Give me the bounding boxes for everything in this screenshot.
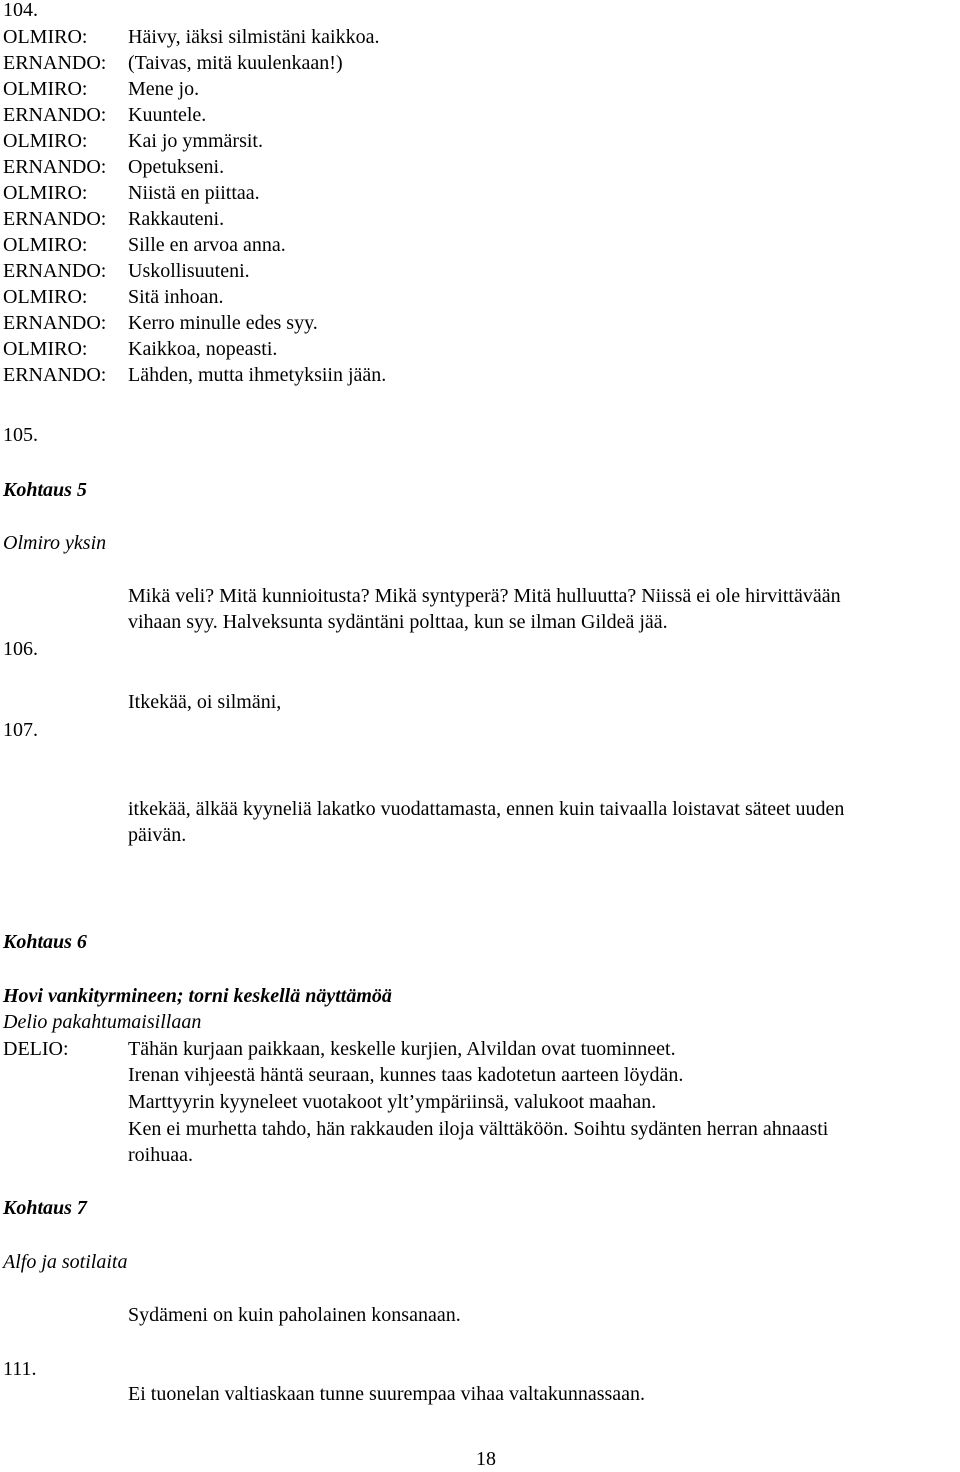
stage-direction: Delio pakahtumaisillaan	[3, 1011, 202, 1033]
dialogue-line: Rakkauteni.	[128, 208, 225, 230]
speaker: ERNANDO:	[3, 208, 107, 230]
scene-title: Kohtaus 7	[3, 1197, 87, 1219]
speaker: OLMIRO:	[3, 130, 88, 152]
dialogue-line: Lähden, mutta ihmetyksiin jään.	[128, 364, 387, 386]
dialogue-line: Mene jo.	[128, 78, 200, 100]
scene-setting: Alfo ja sotilaita	[3, 1251, 128, 1273]
section-number-105: 105.	[3, 424, 38, 446]
dialogue-line: Sille en arvoa anna.	[128, 234, 286, 256]
dialogue-line: roihuaa.	[128, 1144, 193, 1166]
speaker: ERNANDO:	[3, 312, 107, 334]
scene-title: Kohtaus 6	[3, 931, 87, 953]
dialogue-line: Ken ei murhetta tahdo, hän rakkauden iloja välttäköön. Soihtu sydänten herran ahnaasti	[128, 1118, 829, 1140]
dialogue-line: Uskollisuuteni.	[128, 260, 250, 282]
speaker: ERNANDO:	[3, 364, 107, 386]
section-number-104: 104.	[3, 0, 38, 21]
speaker: OLMIRO:	[3, 338, 88, 360]
dialogue-line: Tähän kurjaan paikkaan, keskelle kurjien, Alvildan ovat tuominneet.	[128, 1038, 676, 1060]
dialogue-line: Kaikkoa, nopeasti.	[128, 338, 278, 360]
text-line: Sydämeni on kuin paholainen konsanaan.	[128, 1304, 461, 1326]
text-line: Mikä veli? Mitä kunnioitusta? Mikä syntyperä? Mitä hulluutta? Niissä ei ole hirvittävään	[128, 585, 841, 607]
speaker: ERNANDO:	[3, 156, 107, 178]
section-number-106: 106.	[3, 638, 38, 660]
dialogue-line: Kerro minulle edes syy.	[128, 312, 318, 334]
text-line: Ei tuonelan valtiaskaan tunne suurempaa vihaa valtakunnassaan.	[128, 1383, 646, 1405]
text-line: Itkekää, oi silmäni,	[128, 691, 282, 713]
scene-setting: Olmiro yksin	[3, 532, 107, 554]
speaker: OLMIRO:	[3, 26, 88, 48]
section-number-107: 107.	[3, 719, 38, 741]
scene-title: Kohtaus 5	[3, 479, 87, 501]
text-line: itkekää, älkää kyyneliä lakatko vuodattamasta, ennen kuin taivaalla loistavat säteet uuden	[128, 798, 845, 820]
section-number-111: 111.	[3, 1358, 37, 1380]
dialogue-line: Marttyyrin kyyneleet vuotakoot ylt’ympäriinsä, valukoot maahan.	[128, 1091, 657, 1113]
dialogue-line: Niistä en piittaa.	[128, 182, 260, 204]
speaker: OLMIRO:	[3, 182, 88, 204]
dialogue-line: Sitä inhoan.	[128, 286, 224, 308]
speaker: OLMIRO:	[3, 234, 88, 256]
speaker: OLMIRO:	[3, 286, 88, 308]
scene-setting: Hovi vankityrmineen; torni keskellä näyttämöä	[3, 985, 392, 1007]
page-number: 18	[476, 1448, 496, 1470]
dialogue-line: Kai jo ymmärsit.	[128, 130, 263, 152]
speaker: ERNANDO:	[3, 52, 107, 74]
dialogue-line: Irenan vihjeestä häntä seuraan, kunnes taas kadotetun aarteen löydän.	[128, 1064, 684, 1086]
speaker: DELIO:	[3, 1038, 69, 1060]
speaker: ERNANDO:	[3, 104, 107, 126]
dialogue-line: Kuuntele.	[128, 104, 207, 126]
text-line: vihaan syy. Halveksunta sydäntäni polttaa, kun se ilman Gildeä jää.	[128, 611, 668, 633]
dialogue-line: Opetukseni.	[128, 156, 225, 178]
text-line: päivän.	[128, 824, 187, 846]
speaker: OLMIRO:	[3, 78, 88, 100]
dialogue-line: (Taivas, mitä kuulenkaan!)	[128, 52, 343, 74]
dialogue-line: Häivy, iäksi silmistäni kaikkoa.	[128, 26, 380, 48]
speaker: ERNANDO:	[3, 260, 107, 282]
